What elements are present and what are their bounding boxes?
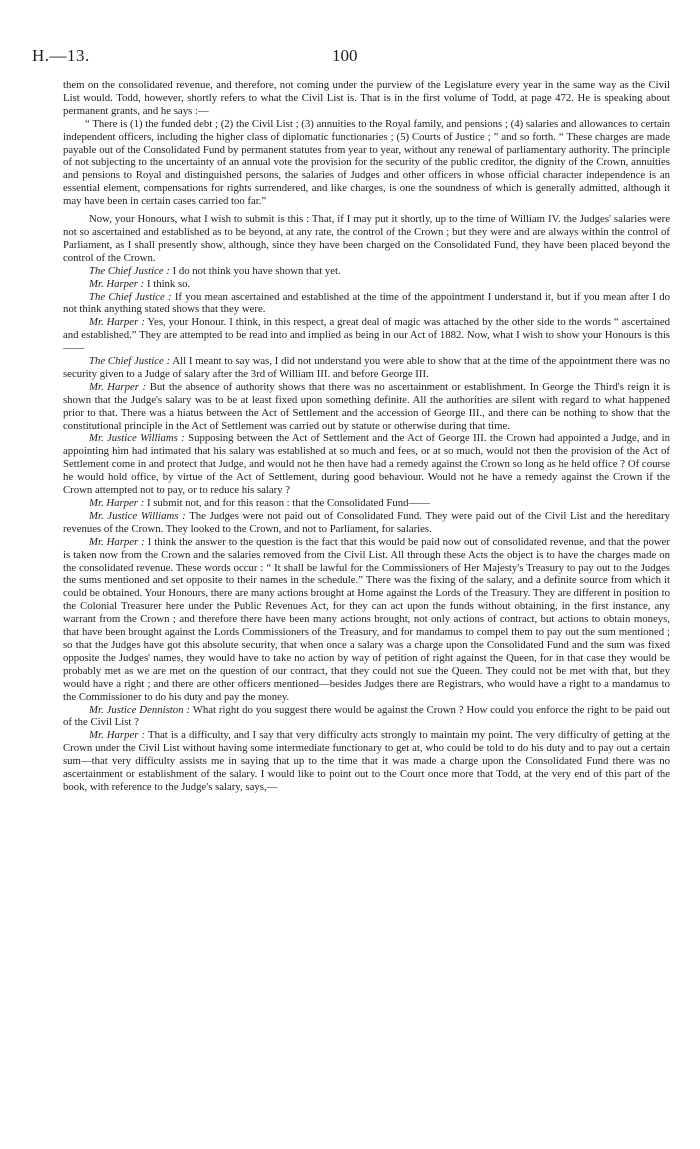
speaker-name: Mr. Harper : (89, 535, 145, 548)
paper-series-reference: H.—13. (32, 46, 90, 65)
dialogue-line (63, 536, 670, 704)
dialogue-line (63, 432, 670, 497)
dialogue-line (63, 316, 670, 355)
speaker-name: Mr. Harper : (89, 497, 145, 509)
dialogue-text: I do not think you have shown that yet. (172, 264, 341, 277)
dialogue-line (63, 355, 670, 381)
dialogue-text: What right do you suggest there would be against the Crown ? How could you enforce the right to be paid out of the Civil List ? (63, 703, 670, 729)
dialogue-line (63, 510, 670, 536)
dialogue-line (63, 291, 670, 317)
dialogue-text: I think the answer to the question is the fact that this would be paid now out of consolidated revenue, and that the power is taken now from the Crown and the salaries removed from the Civil List. All through these Acts the object is to have the charges made on the consolidated revenue. These words occur : “ It shall be lawful for the Commissioners of Her Majesty's Treasury to pay out to the Judges the sums mentioned and set opposite to their names in the schedule.” There was the fixing of the salary, and a definite source from which it could be obtained. Your Honours, there are many actions brought at Home against the Lords of the Treasury. They are different in position to the Colonial Treasurer here under the Public Revenues Act, for they can act upon the funds without obtaining, in the first instance, any warrant from the Crown ; and therefore there have been many actions brought, not only actions of contract, but actions to obtain moneys, that have been brought against the Lords Commissioners of the Treasury, and for mandamus to compel them to pay out the sum mentioned ; so that the Judges have got this absolute security, that when once a salary was a charge upon the Consolidated Fund and the sum was fixed opposite the Judges' names, they would have to take no action by way of petition of right against the Queen, for in that case they would be probably met as we are met on the question of our contract, that they could not sue the Queen. They could not be met with that, but they would have a right ; and there are other officers mentioned—besides Judges there are Registrars, who would have a right to a mandamus to the Commissioner to do his duty and pay the money. (63, 535, 671, 703)
paragraph-text: Now, your Honours, what I wish to submit is this : That, if I may put it shortly, up to the time of William IV. the Judges' salaries were not so ascertained and established as to be beyond, at any rate, the control of the Crown ; but they were and are always within the control of Parliament, as I shall presently show, although, since they have been charged on the Consolidated Fund, they have been placed beyond the control of the Crown. (63, 213, 670, 264)
dialogue-text: The Judges were not paid out of Consolidated Fund. They were paid out of the Civil List and the hereditary revenues of the Crown. They looked to the Crown, and not to Parliament, for salaries. (63, 509, 670, 535)
dialogue-text: All I meant to say was, I did not understand you were able to show that at the time of the appointment there was no security given to a Judge of salary after the 3rd of William III. and before George III. (63, 355, 670, 380)
dialogue-text: I think so. (146, 277, 191, 290)
dialogue-text: Supposing between the Act of Settlement and the Act of George III. the Crown had appointed a Judge, and in appointing him had intimated that his salary was established at so much and fees, or at so much, would not then the provision of the Act of Settlement come in and protect that Judge, and would not he then have had a remedy against the Crown so long as he held office ? Of course he would hold office, by virtue of the Act of Settlement, during good behaviour. Would not he have a remedy against the Crown if the Crown attempted not to pay, or to reduce his salary ? (63, 432, 671, 497)
dialogue-line (63, 278, 670, 291)
speaker-name: Mr. Harper : (89, 380, 147, 393)
speaker-name: Mr. Justice Williams : (89, 509, 186, 522)
paragraph-text: them on the consolidated revenue, and therefore, not coming under the purview of the Legislature every year in the same way as the Civil List would. Todd, however, shortly refers to what the Civil List is. That is in the first volume of Todd, at page 472. He is speaking about permanent grants, and he says :— (63, 79, 670, 117)
speaker-name: The Chief Justice : (89, 290, 172, 303)
quoted-passage (63, 118, 670, 208)
dialogue-text: That is a difficulty, and I say that very difficulty acts strongly to maintain my point. The very difficulty of getting at the Crown under the Civil List without having some intermediate functionary to get at, who could be told to do his duty and to pay out a certain sum—that very difficulty assists me in saying that up to the time that it was made a charge upon the Consolidated Fund there was no ascertainment or establishment of the salary. I would like to point out to the Court once more that Todd, at the very end of this part of the book, with reference to the Judge's salary, says,— (63, 729, 670, 793)
dialogue-line (63, 704, 670, 730)
page-number: 100 (332, 46, 358, 65)
dialogue-text: Yes, your Honour. I think, in this respect, a great deal of magic was attached by the other side to the words “ ascertained and established.” They are attempted to be read into and implied as being in our Act of 1882. Now, what I wish to show your Honours is this—— (63, 316, 670, 355)
dialogue-text: If you mean ascertained and established at the time of the appointment I understand it, but if you mean after I do not think anything stated shows that they were. (63, 290, 671, 316)
dialogue-line (63, 497, 670, 510)
speaker-name: The Chief Justice : (89, 264, 170, 277)
dialogue-line (63, 381, 670, 433)
dialogue-text: I submit not, and for this reason : that the Consolidated Fund—— (146, 497, 430, 509)
dialogue-text: But the absence of authority shows that there was no ascertainment or establishment. In George the Third's reign it is shown that the Judge's salary was to be at least fixed upon something definite. All the authorities are silent with regard to what happened prior to that. There was a hiatus between the Act of Settlement and the accession of George III., and there can be nothing to show that the constitutional principle in the Act of Settlement was carried out by statute or otherwise during that time. (63, 380, 671, 432)
speaker-name: Mr. Justice Williams : (89, 432, 185, 445)
paragraph-text: “ There is (1) the funded debt ; (2) the Civil List ; (3) annuities to the Royal family, and pensions ; (4) salaries and allowances to certain independent officers, including the higher class of diplomatic functionaries ; (5) Courts of Justice ; ” and so forth. “ These charges are made payable out of the Consolidated Fund by permanent statutes from year to year, without any renewal of parliamentary authority. The principle of not subjecting to the uncertainty of an annual vote the provision for the security of the public creditor, the dignity of the Crown, annuities and pensions to Royal and distinguished persons, the salaries of Judges and other officers in whose official character independence is an essential element, compensations for rights surrendered, and like charges, is one the soundness of which is generally admitted, although it may have been in certain cases carried too far.” (63, 117, 670, 208)
dialogue-line (63, 265, 670, 278)
dialogue-line (63, 729, 670, 794)
speaker-name: Mr. Harper : (89, 277, 145, 290)
paragraph (63, 213, 670, 265)
paragraph (63, 79, 670, 118)
speaker-name: Mr. Harper : (89, 729, 146, 742)
speaker-name: Mr. Justice Denniston : (89, 703, 190, 716)
speaker-name: Mr. Harper : (89, 316, 145, 329)
body-text (63, 79, 670, 794)
speaker-name: The Chief Justice : (89, 355, 171, 368)
